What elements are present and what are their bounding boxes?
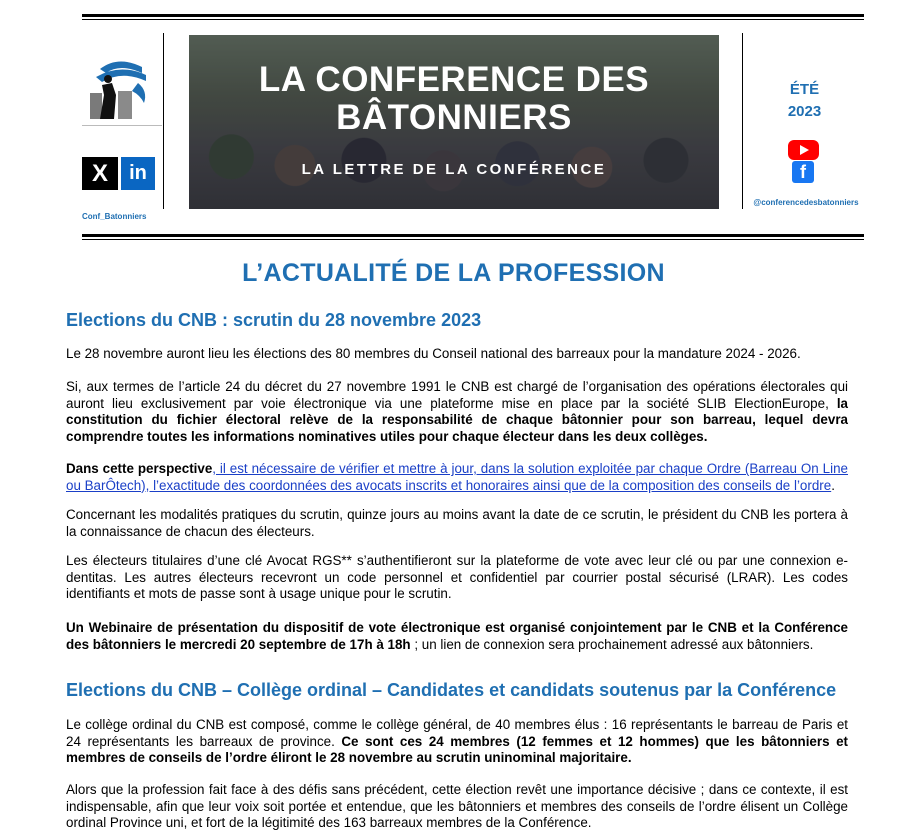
banner-title: LA CONFERENCE DES BÂTONNIERS: [258, 60, 650, 137]
header-top-rule-thin: [82, 19, 864, 20]
logo-graphic: [82, 55, 154, 125]
article2-paragraph-1-text: Le collège ordinal du CNB est composé, comme le collège général, de 40 membres élus : 16 représentants le barreau de Paris et 24 représentants les barreaux de province.: [66, 717, 848, 749]
article1-paragraph-3-end: .: [831, 477, 835, 493]
section-title: L’ACTUALITÉ DE LA PROFESSION: [242, 259, 665, 287]
x-twitter-icon[interactable]: [82, 157, 118, 190]
article1-paragraph-3: [66, 461, 848, 494]
x-glyph: X: [91, 159, 108, 187]
facebook-glyph: f: [800, 162, 806, 182]
facebook-icon[interactable]: [792, 161, 814, 183]
article1-paragraph-5: Les électeurs titulaires d’une clé Avocat RGS** s’authentifieront sur la plateforme de vote avec leur clé ou par une connexion e-dentitas. Les autres électeurs recevront un code personnel et confidentiel par courrier postal sécurisé (LRAR). Les codes identifiants et mots de passe sont à usage unique pour le scrutin.: [66, 553, 848, 601]
conference-logo[interactable]: [82, 55, 154, 125]
twitter-handle[interactable]: Conf_Batonniers: [82, 212, 147, 221]
issue-season: ÉTÉ: [789, 81, 820, 98]
article1-paragraph-2: [66, 379, 848, 445]
header-bottom-rule-thin: [82, 239, 864, 240]
youtube-play-icon: [800, 145, 809, 155]
header-banner: [189, 35, 719, 209]
article2-paragraph-2: Alors que la profession fait face à des défis sans précédent, cette élection revêt une importance décisive ; dans ce contexte, il est indispensable, afin que leur voix soit portée et entendue, que les bâtonniers et membres des conseils de l’ordre élisent un Collège ordinal Province uni, et fort de la légitimité des 163 barreaux membres de la Conférence.: [66, 782, 848, 830]
article1-paragraph-2-bold: la constitution du fichier électoral relève de la responsabilité de chaque bâtonnier pour son barreau, lequel devra comprendre toutes les informations nominatives utiles pour chaque électeur dans les deux collèges.: [66, 395, 848, 444]
ordre-update-link[interactable]: , il est nécessaire de vérifier et mettre à jour, dans la solution exploitée par chaque Ordre (Barreau On Line ou BarÔtech), l’exactitude des coordonnées des avocats inscrits et honoraires ainsi que de la composition des conseils de l’ordre: [66, 461, 848, 493]
banner-subtitle: LA LETTRE DE LA CONFÉRENCE: [301, 161, 607, 178]
logo-divider: [82, 125, 162, 126]
article1-paragraph-6-text: ; un lien de connexion sera prochainement adressé aux bâtonniers.: [410, 636, 814, 652]
linkedin-glyph: in: [129, 162, 147, 184]
article1-title: Elections du CNB : scrutin du 28 novembre 2023: [66, 310, 482, 330]
article1-paragraph-6-bold: Un Webinaire de présentation du dispositif de vote électronique est organisé conjointement par le CNB et la Conférence des bâtonniers le mercredi 20 septembre de 17h à 18h: [66, 620, 848, 652]
article1-paragraph-2-text: Si, aux termes de l’article 24 du décret du 27 novembre 1991 le CNB est chargé de l’organisation des opérations électorales qui auront lieu exclusivement par voie électronique via une plateforme mise en place par la société SLIB ElectionEurope,: [66, 379, 848, 411]
article2-paragraph-1: [66, 717, 848, 767]
article2-title: Elections du CNB – Collège ordinal – Candidates et candidats soutenus par la Conférence: [66, 680, 837, 700]
article1-paragraph-3-bold: Dans cette perspective: [66, 461, 213, 476]
article1-paragraph-6: [66, 620, 848, 653]
linkedin-icon[interactable]: [121, 157, 155, 190]
article1-paragraph-1: Le 28 novembre auront lieu les élections des 80 membres du Conseil national des barreaux pour la mandature 2024 - 2026.: [66, 346, 801, 361]
issue-date: [743, 79, 866, 123]
social-handle[interactable]: @conferencedesbatonniers: [753, 198, 859, 207]
header-bottom-rule: [82, 234, 864, 237]
article2-paragraph-1-bold: Ce sont ces 24 membres (12 femmes et 12 hommes) que les bâtonniers et membres de conseils de l’ordre éliront le 28 novembre au scrutin uninominal majoritaire.: [66, 733, 849, 765]
header-top-rule: [82, 14, 864, 17]
article1-paragraph-4: Concernant les modalités pratiques du scrutin, quinze jours au moins avant la date de ce scrutin, le président du CNB les portera à la connaissance de chacun des électeurs.: [66, 507, 848, 539]
left-column-divider: [163, 33, 164, 209]
issue-year: 2023: [787, 103, 822, 120]
